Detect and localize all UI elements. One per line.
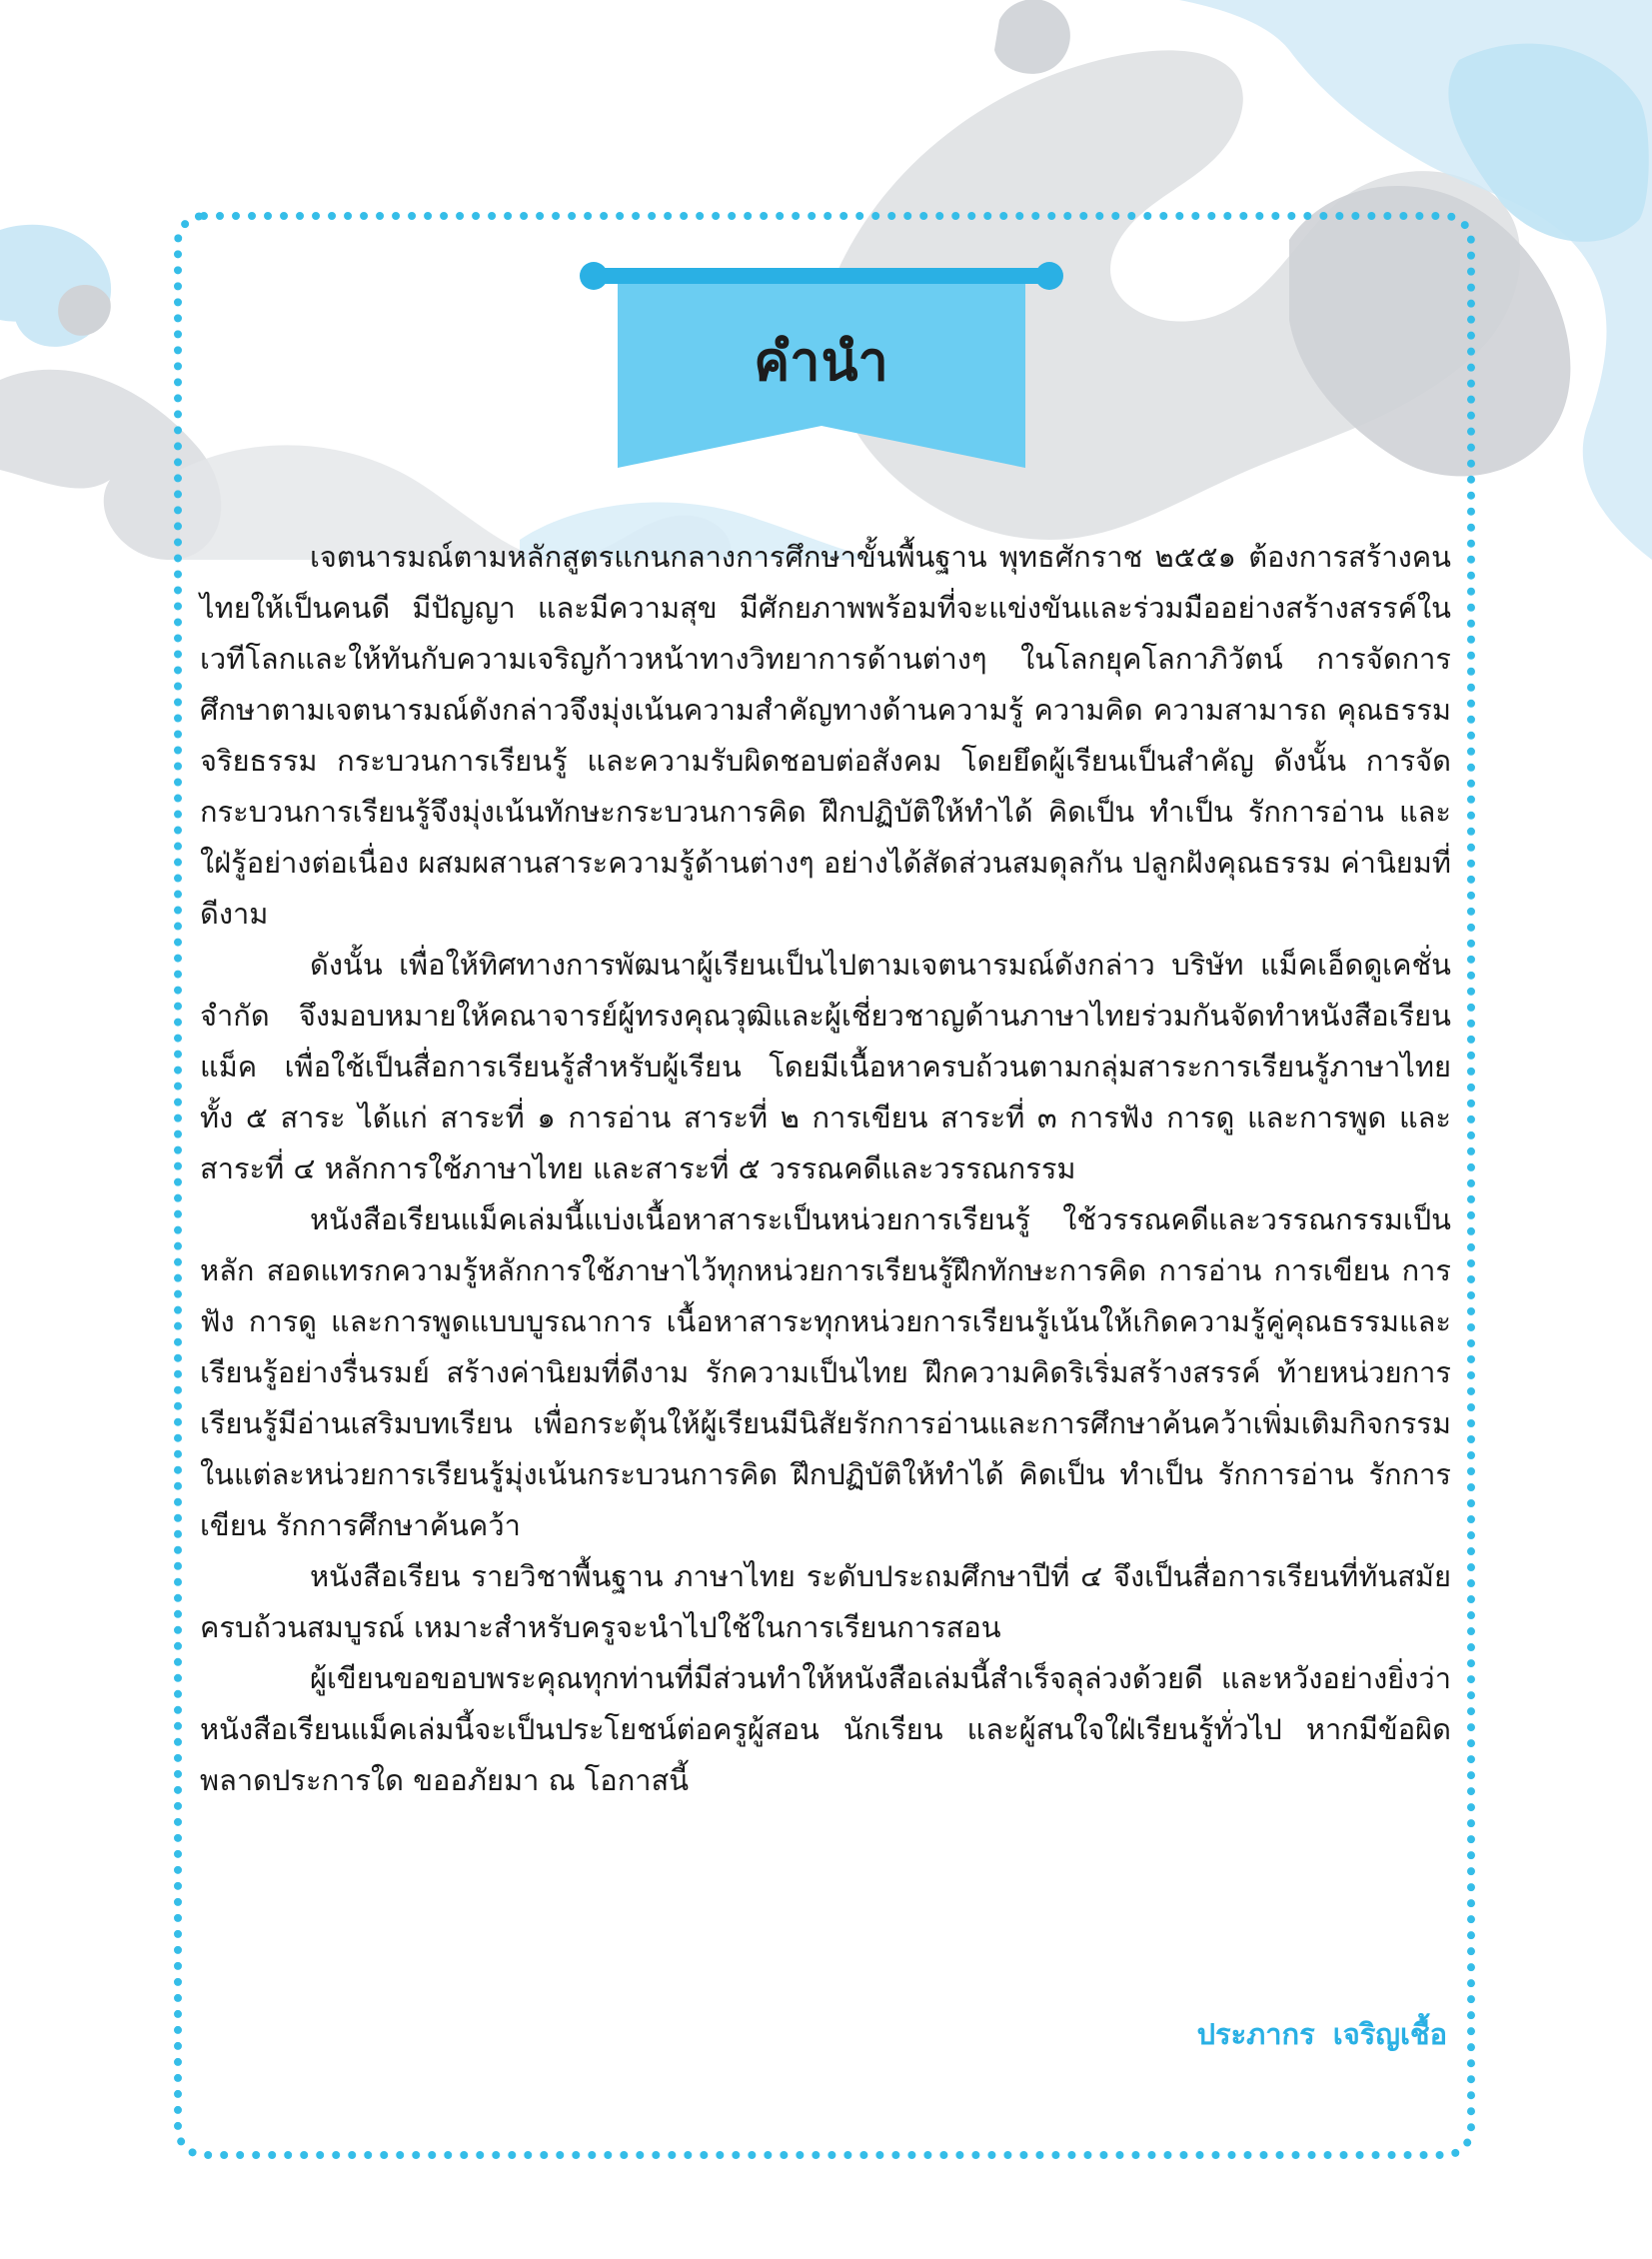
left-small-drop <box>58 285 111 336</box>
page-title: คำนำ <box>754 330 889 393</box>
gray-small-drop <box>994 0 1070 74</box>
banner-rod <box>590 268 1053 284</box>
paragraph: ดังนั้น เพื่อให้ทิศทางการพัฒนาผู้เรียนเป็นไปตามเจตนารมณ์ดังกล่าว บริษัท แม็คเอ็ดดูเคชั่น จำกัด จึงมอบหมายให้คณาจารย์ผู้ทรงคุณวุฒิและผู้เชี่ยวชาญด้านภาษาไทยร่วมกันจัดทำหนังสือเรียนแม็ค เพื่อใช้เป็นสื่อการเรียนรู้สำหรับผู้เรียน โดยมีเนื้อหาครบถ้วนตามกลุ่มสาระการเรียนรู้ภาษาไทย ทั้ง ๕ สาระ ได้แก่ สาระที่ ๑ การอ่าน สาระที่ ๒ การเขียน สาระที่ ๓ การฟัง การดู และการพูด และสาระที่ ๔ หลักการใช้ภาษาไทย และสาระที่ ๕ วรรณคดีและวรรณกรรม <box>200 948 1451 1185</box>
author-signature: ประภากร เจริญเชื้อ <box>1196 2017 1447 2051</box>
title-banner <box>578 258 1065 474</box>
paragraph: เจตนารมณ์ตามหลักสูตรแกนกลางการศึกษาขั้นพื้นฐาน พุทธศักราช ๒๕๕๑ ต้องการสร้างคนไทยให้เป็นคนดี มีปัญญา และมีความสุข มีศักยภาพพร้อมที่จะแข่งขันและร่วมมืออย่างสร้างสรรค์ในเวทีโลกและให้ทันกับความเจริญก้าวหน้าทางวิทยาการด้านต่างๆ ในโลกยุคโลกาภิวัตน์ การจัดการศึกษาตามเจตนารมณ์ดังกล่าวจึงมุ่งเน้นความสำคัญทางด้านความรู้ ความคิด ความสามารถ คุณธรรม จริยธรรม กระบวนการเรียนรู้ และความรับผิดชอบต่อสังคม โดยยึดผู้เรียนเป็นสำคัญ ดังนั้น การจัดกระบวนการเรียนรู้จึงมุ่งเน้นทักษะกระบวนการคิด ฝึกปฏิบัติให้ทำได้ คิดเป็น ทำเป็น รักการอ่าน และใฝ่รู้อย่างต่อเนื่อง ผสมผสานสาระความรู้ด้านต่างๆ อย่างได้สัดส่วนสมดุลกัน ปลูกฝังคุณธรรม ค่านิยมที่ดีงาม <box>200 540 1451 931</box>
paragraph: ผู้เขียนขอขอบพระคุณทุกท่านที่มีส่วนทำให้หนังสือเล่มนี้สำเร็จลุล่วงด้วยดี และหวังอย่างยิ่งว่าหนังสือเรียนแม็คเล่มนี้จะเป็นประโยชน์ต่อครูผู้สอน นักเรียน และผู้สนใจใฝ่เรียนรู้ทั่วไป หากมีข้อผิดพลาดประการใด ขออภัยมา ณ โอกาสนี้ <box>200 1661 1451 1797</box>
paragraph: หนังสือเรียน รายวิชาพื้นฐาน ภาษาไทย ระดับประถมศึกษาปีที่ ๔ จึงเป็นสื่อการเรียนที่ทันสมัยครบถ้วนสมบูรณ์ เหมาะสำหรับครูจะนำไปใช้ในการเรียนการสอน <box>200 1559 1451 1644</box>
preface-body <box>200 532 1451 1806</box>
paragraph: หนังสือเรียนแม็คเล่มนี้แบ่งเนื้อหาสาระเป็นหน่วยการเรียนรู้ ใช้วรรณคดีและวรรณกรรมเป็นหลัก สอดแทรกความรู้หลักการใช้ภาษาไว้ทุกหน่วยการเรียนรู้ฝึกทักษะการคิด การอ่าน การเขียน การฟัง การดู และการพูดแบบบูรณาการ เนื้อหาสาระทุกหน่วยการเรียนรู้เน้นให้เกิดความรู้คู่คุณธรรมและเรียนรู้อย่างรื่นรมย์ สร้างค่านิยมที่ดีงาม รักความเป็นไทย ฝึกความคิดริเริ่มสร้างสรรค์ ท้ายหน่วยการเรียนรู้มีอ่านเสริมบทเรียน เพื่อกระตุ้นให้ผู้เรียนมีนิสัยรักการอ่านและการศึกษาค้นคว้าเพิ่มเติมกิจกรรมในแต่ละหน่วยการเรียนรู้มุ่งเน้นกระบวนการคิด ฝึกปฏิบัติให้ทำได้ คิดเป็น ทำเป็น รักการอ่าน รักการเขียน รักการศึกษาค้นคว้า <box>200 1202 1451 1542</box>
banner-rod-left-knob <box>580 262 608 290</box>
banner-rod-right-knob <box>1035 262 1063 290</box>
